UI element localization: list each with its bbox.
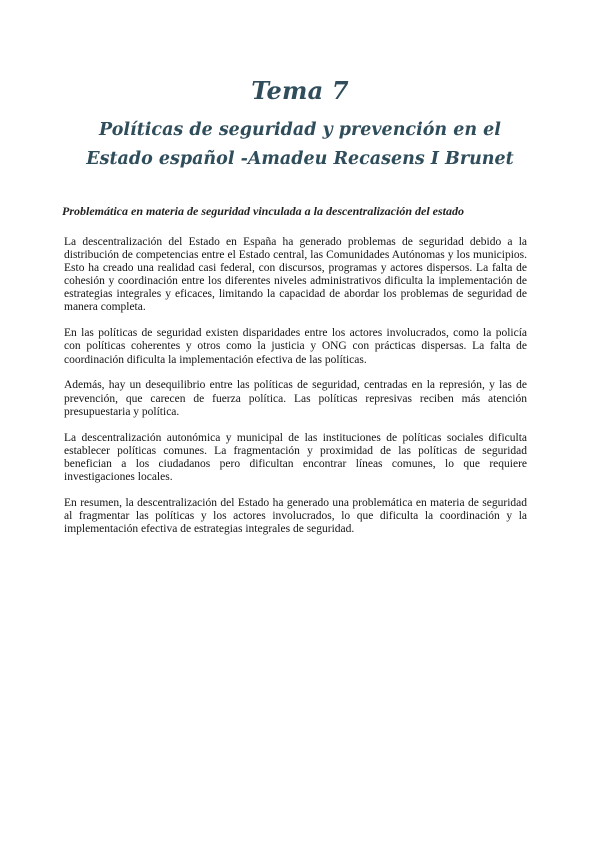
paragraph-4: La descentralización autonómica y municipal de las instituciones de políticas sociales dificulta establecer políticas comunes. La fragmentación y proximidad de las políticas de seguridad benefician a los ciudadanos pero dificultan encontrar líneas comunes, lo que requiere investigaciones locales. — [64, 431, 527, 483]
paragraph-1: La descentralización del Estado en España ha generado problemas de seguridad debido a la distribución de competencias entre el Estado central, las Comunidades Autónomas y los municipios. Esto ha creado una realidad casi federal, con discursos, programas y actores dispersos. La falta de cohesión y coordinación entre los diferentes niveles administrativos dificulta la implementación de estrategias integrales y eficaces, limitando la capacidad de abordar los problemas de seguridad de manera completa. — [64, 236, 527, 314]
body-text — [64, 236, 527, 549]
section-heading: Problemática en materia de seguridad vinculada a la descentralización del estado — [62, 204, 464, 218]
page-subtitle: Políticas de seguridad y prevención en el Estado español -Amadeu Recasens I Brunet — [86, 120, 514, 169]
paragraph-5: En resumen, la descentralización del Estado ha generado una problemática en materia de seguridad al fragmentar las políticas y los actores involucrados, lo que dificulta la coordinación y la implementación efectiva de estrategias integrales de seguridad. — [64, 496, 527, 535]
page-title: Tema 7 — [251, 76, 349, 105]
paragraph-2: En las políticas de seguridad existen disparidades entre los actores involucrados, como la policía con políticas coherentes y otros como la justicia y ONG con prácticas dispersas. La falta de coordinación dificulta la implementación efectiva de las políticas. — [64, 327, 527, 366]
paragraph-3: Además, hay un desequilibrio entre las políticas de seguridad, centradas en la represión, y las de prevención, que carecen de fuerza política. Las políticas represivas reciben más atención presupuestaria y política. — [64, 379, 527, 418]
